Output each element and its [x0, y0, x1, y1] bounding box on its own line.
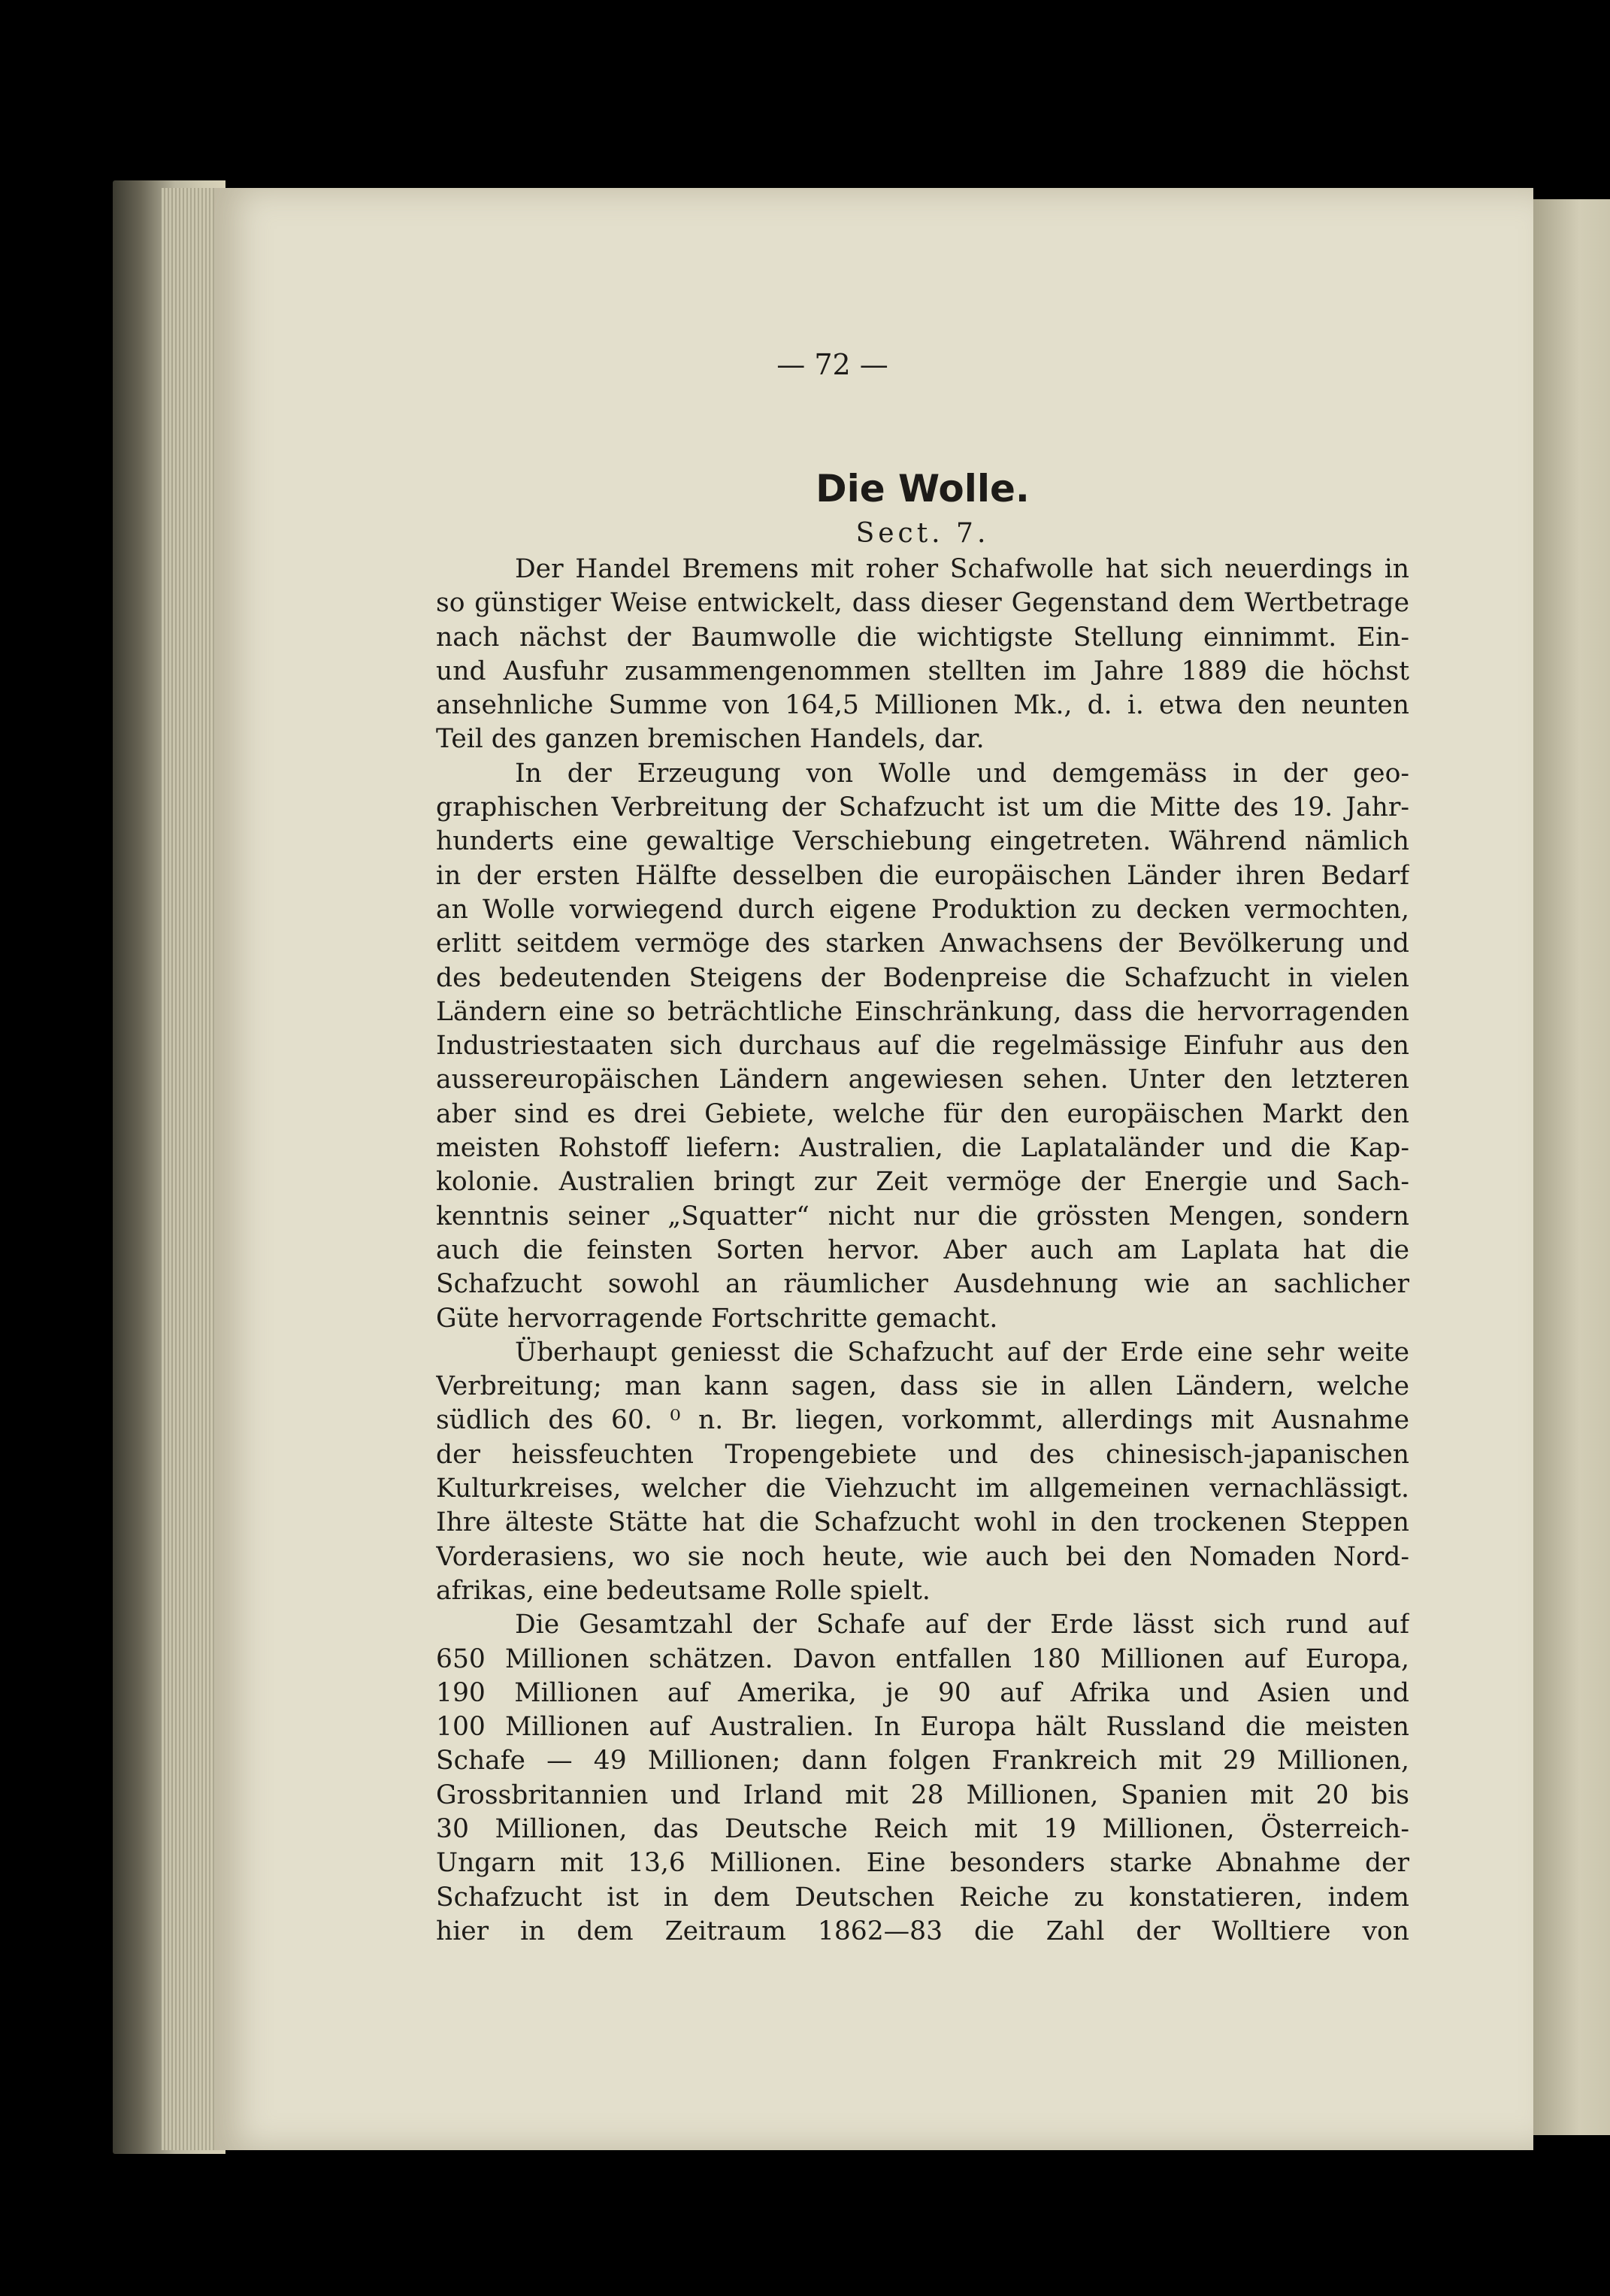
text-line: kolonie. Australien bringt zur Zeit vermöge der Energie und Sach- — [436, 1167, 1409, 1198]
body-text — [436, 553, 1409, 1949]
text-line: graphischen Verbreitung der Schafzucht ist um die Mitte des 19. Jahr- — [436, 792, 1409, 823]
text-line: 100 Millionen auf Australien. In Europa hält Russland die meisten — [436, 1712, 1409, 1743]
text-line: In der Erzeugung von Wolle und demgemäss in der geo- — [515, 758, 1409, 789]
section-label: Sect. 7. — [855, 518, 990, 549]
text-line: an Wolle vorwiegend durch eigene Produktion zu decken vermochten, — [436, 894, 1409, 925]
text-line: erlitt seitdem vermöge des starken Anwachsens der Bevölkerung und — [436, 928, 1409, 959]
chapter-title: Die Wolle. — [816, 467, 1030, 510]
text-line: 30 Millionen, das Deutsche Reich mit 19 Millionen, Österreich- — [436, 1813, 1409, 1844]
text-line: hunderts eine gewaltige Verschiebung eingetreten. Während nämlich — [436, 826, 1409, 857]
facing-page-edge — [1533, 199, 1610, 2135]
text-line: Ihre älteste Stätte hat die Schafzucht wohl in den trockenen Steppen — [436, 1507, 1409, 1538]
text-line: 650 Millionen schätzen. Davon entfallen 180 Millionen auf Europa, — [436, 1643, 1409, 1674]
text-line: nach nächst der Baumwolle die wichtigste Stellung einnimmt. Ein- — [436, 622, 1409, 653]
text-line: Ländern eine so beträchtliche Einschränkung, dass die hervorragenden — [436, 996, 1409, 1027]
text-line: der heissfeuchten Tropengebiete und des chinesisch-japanischen — [436, 1439, 1409, 1470]
text-line: Der Handel Bremens mit roher Schafwolle hat sich neuerdings in — [515, 554, 1409, 584]
text-line: aber sind es drei Gebiete, welche für den europäischen Markt den — [436, 1098, 1409, 1129]
text-line: hier in dem Zeitraum 1862—83 die Zahl der Wolltiere von — [436, 1916, 1409, 1946]
text-line: Ungarn mit 13,6 Millionen. Eine besonders starke Abnahme der — [436, 1848, 1409, 1879]
text-line: des bedeutenden Steigens der Bodenpreise die Schafzucht in vielen — [436, 962, 1409, 993]
text-line: ansehnliche Summe von 164,5 Millionen Mk., d. i. etwa den neunten — [436, 690, 1409, 721]
text-line: Teil des ganzen bremischen Handels, dar. — [436, 724, 985, 755]
text-line: meisten Rohstoff liefern: Australien, die Laplataländer und die Kap- — [436, 1133, 1409, 1164]
text-line: Verbreitung; man kann sagen, dass sie in allen Ländern, welche — [436, 1371, 1409, 1402]
text-block — [436, 335, 1409, 1949]
text-line: aussereuropäischen Ländern angewiesen sehen. Unter den letzteren — [436, 1065, 1409, 1095]
text-line: Kulturkreises, welcher die Viehzucht im allgemeinen vernachlässigt. — [436, 1474, 1409, 1504]
text-line: und Ausfuhr zusammengenommen stellten im Jahre 1889 die höchst — [436, 656, 1409, 686]
text-line: Schafzucht ist in dem Deutschen Reiche zu konstatieren, indem — [436, 1882, 1409, 1913]
text-line: afrikas, eine bedeutsame Rolle spielt. — [436, 1575, 931, 1606]
text-line: Die Gesamtzahl der Schafe auf der Erde lässt sich rund auf — [515, 1610, 1409, 1640]
text-line: Vorderasiens, wo sie noch heute, wie auch bei den Nomaden Nord- — [436, 1541, 1409, 1572]
text-line: Überhaupt geniesst die Schafzucht auf der Erde eine sehr weite — [515, 1337, 1409, 1368]
page-number: — 72 — — [776, 348, 888, 381]
text-line: Güte hervorragende Fortschritte gemacht. — [436, 1303, 998, 1334]
text-line: so günstiger Weise entwickelt, dass dieser Gegenstand dem Wertbetrage — [436, 588, 1409, 619]
text-line: Schafe — 49 Millionen; dann folgen Frankreich mit 29 Millionen, — [436, 1746, 1409, 1777]
text-line: 190 Millionen auf Amerika, je 90 auf Afrika und Asien und — [436, 1677, 1409, 1708]
text-line: auch die feinsten Sorten hervor. Aber auch am Laplata hat die — [436, 1234, 1409, 1265]
text-line: in der ersten Hälfte desselben die europäischen Länder ihren Bedarf — [436, 860, 1409, 891]
text-line: Schafzucht sowohl an räumlicher Ausdehnung wie an sachlicher — [436, 1269, 1409, 1300]
text-line: südlich des 60. ⁰ n. Br. liegen, vorkommt, allerdings mit Ausnahme — [436, 1405, 1409, 1436]
text-line: Grossbritannien und Irland mit 28 Millionen, Spanien mit 20 bis — [436, 1780, 1409, 1810]
text-line: Industriestaaten sich durchaus auf die regelmässige Einfuhr aus den — [436, 1031, 1409, 1062]
text-line: kenntnis seiner „Squatter“ nicht nur die grössten Mengen, sondern — [436, 1201, 1409, 1231]
